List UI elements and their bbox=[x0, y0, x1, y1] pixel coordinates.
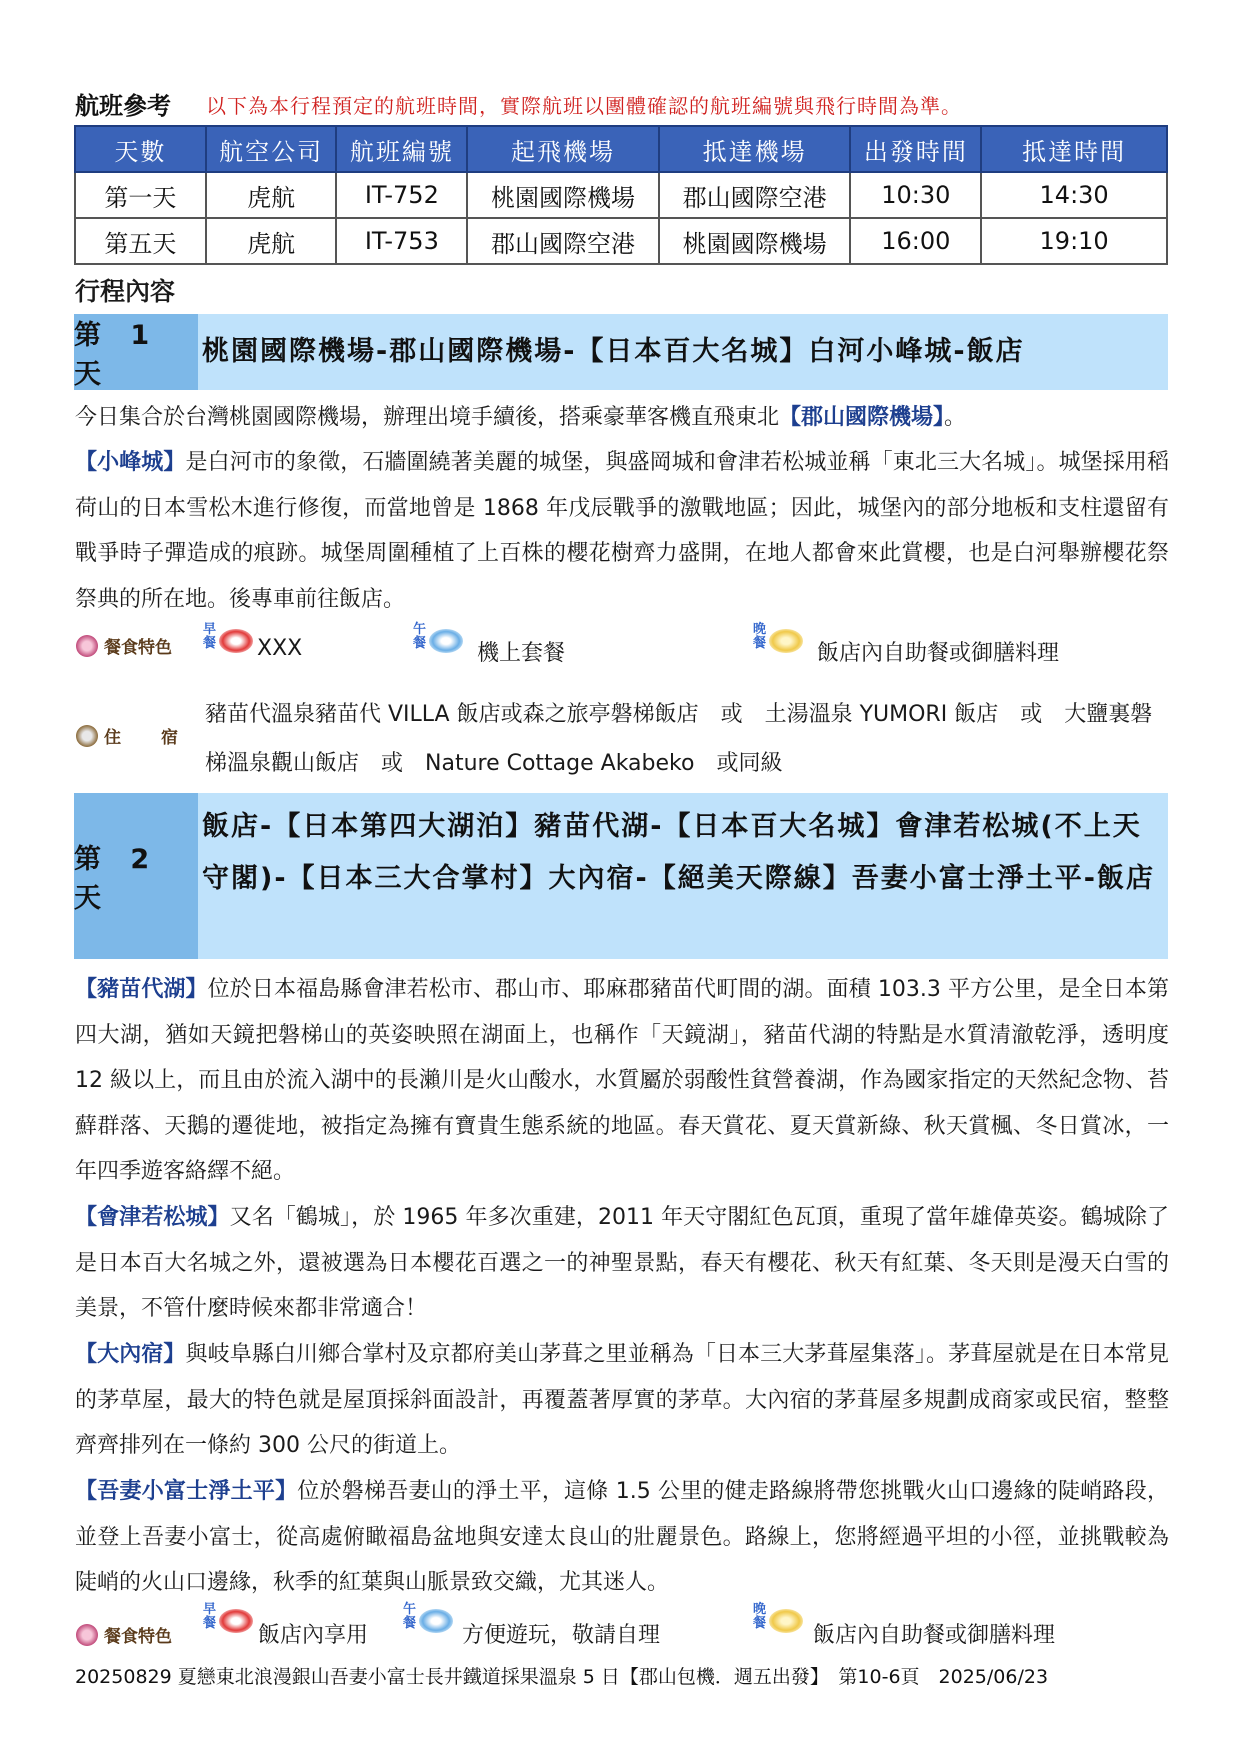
highlight-inawashiro: 【豬苗代湖】 bbox=[75, 977, 208, 1002]
lunch-icon bbox=[413, 623, 463, 653]
table-cell: 郡山國際空港 bbox=[467, 218, 659, 264]
flight-note: 以下為本行程預定的航班時間，實際航班以團體確認的航班編號與飛行時間為準。 bbox=[206, 94, 962, 118]
table-cell: 桃園國際機場 bbox=[467, 172, 659, 218]
jododaira-text: 位於磐梯吾妻山的淨土平，這條 1.5 公里的健走路線將帶您挑戰火山口邊緣的陡峭路段，並登上吾妻小富士，從高處俯瞰福島盆地與安達太良山的壯麗景色。路線上，您將經過平坦的小徑，並挑戰較為陡峭的火山口邊緣，秋季的紅葉與山脈景致交織，尤其迷人。 bbox=[75, 1479, 1169, 1595]
meal-badge-label: 餐食特色 bbox=[104, 1627, 172, 1647]
table-cell: IT-753 bbox=[336, 218, 467, 264]
table-cell: 第一天 bbox=[75, 172, 206, 218]
dinner-tag: 晚餐 bbox=[753, 622, 767, 651]
breakfast-icon bbox=[203, 1603, 253, 1633]
intro-text: 今日集合於台灣桃園國際機場，辦理出境手續後，搭乘豪華客機直飛東北 bbox=[75, 405, 780, 430]
aizu-text: 又名「鶴城」，於 1965 年多次重建，2011 年天守閣紅色瓦頂，重現了當年雄偉英姿。鶴城除了是日本百大名城之外，還被選為日本櫻花百選之一的神聖景點，春天有櫻花、秋天有紅葉、冬天則是漫天白雪的美景，不管什麼時候來都非常適合！ bbox=[75, 1205, 1169, 1321]
column-header: 抵達時間 bbox=[981, 126, 1167, 172]
breakfast-text: 飯店內享用 bbox=[258, 1623, 369, 1648]
highlight-aizu: 【會津若松城】 bbox=[75, 1205, 230, 1230]
day-1-komine-paragraph bbox=[75, 440, 1169, 622]
table-cell: 虎航 bbox=[206, 218, 337, 264]
day-2-label: 第 2 天 bbox=[74, 793, 198, 959]
page-footer: 20250829 夏戀東北浪漫銀山吾妻小富士長井鐵道採果溫泉 5 日【郡山包機．週五出發】 第10-6頁 2025/06/23 bbox=[75, 1666, 1049, 1688]
komine-text: 是白河市的象徵，石牆圍繞著美麗的城堡，與盛岡城和會津若松城並稱「東北三大名城」。城堡採用稻荷山的日本雪松木進行修復，而當地曾是 1868 年戊辰戰爭的激戰地區；因此，城堡內的部分地板和支柱還留有戰爭時子彈造成的痕跡。城堡周圍種植了上百株的櫻花樹齊力盛開，在地人都會來此賞櫻，也是白河舉辦櫻花祭祭典的所在地。後專車前往飯店。 bbox=[75, 450, 1169, 612]
table-row bbox=[75, 172, 1167, 218]
highlight-airport: 【郡山國際機場】 bbox=[779, 405, 945, 430]
breakfast-tag: 早餐 bbox=[203, 1602, 217, 1631]
table-row bbox=[75, 218, 1167, 264]
highlight-jododaira: 【吾妻小富士淨土平】 bbox=[75, 1479, 298, 1504]
day-2-jododaira-paragraph bbox=[75, 1469, 1169, 1606]
hotel-badge bbox=[76, 723, 178, 748]
column-header: 航班編號 bbox=[336, 126, 467, 172]
meal-badge bbox=[76, 1622, 172, 1647]
lunch-tag: 午餐 bbox=[413, 622, 427, 651]
column-header: 抵達機場 bbox=[659, 126, 851, 172]
intro-end: 。 bbox=[944, 405, 967, 430]
itinerary-heading: 行程內容 bbox=[75, 277, 176, 306]
flight-table bbox=[74, 125, 1168, 265]
dinner-text: 飯店內自助餐或御膳料理 bbox=[813, 1623, 1056, 1648]
day-2-ouchijuku-paragraph bbox=[75, 1332, 1169, 1469]
dinner-dish bbox=[769, 1609, 803, 1633]
column-header: 起飛機場 bbox=[467, 126, 659, 172]
day-2-title: 飯店-【日本第四大湖泊】豬苗代湖-【日本百大名城】會津若松城(不上天守閣)-【日本三大合掌村】大內宿-【絕美天際線】吾妻小富士淨土平-飯店 bbox=[202, 811, 1155, 894]
column-header: 航空公司 bbox=[206, 126, 337, 172]
lunch-text: 方便遊玩，敬請自理 bbox=[462, 1623, 661, 1648]
dinner-text: 飯店內自助餐或御膳料理 bbox=[817, 641, 1060, 666]
table-cell: 第五天 bbox=[75, 218, 206, 264]
day-2-title-bar bbox=[74, 793, 1168, 959]
highlight-komine: 【小峰城】 bbox=[75, 450, 186, 475]
meal-badge-label: 餐食特色 bbox=[104, 638, 172, 658]
meal-badge-icon bbox=[76, 635, 98, 657]
hotel-options: 豬苗代溫泉豬苗代 VILLA 飯店或森之旅亭磐梯飯店 或 土湯溫泉 YUMORI 飯店 或 大鹽裏磐梯溫泉觀山飯店 或 Nature Cottage Akabeko 或同級 bbox=[205, 702, 1153, 776]
day-1-title-bar bbox=[74, 314, 1168, 390]
hotel-badge-icon bbox=[76, 725, 98, 747]
lunch-text: 機上套餐 bbox=[477, 641, 566, 666]
column-header: 天數 bbox=[75, 126, 206, 172]
table-cell: IT-752 bbox=[336, 172, 467, 218]
dinner-icon bbox=[753, 623, 803, 653]
column-header: 出發時間 bbox=[850, 126, 981, 172]
table-cell: 14:30 bbox=[981, 172, 1167, 218]
ouchijuku-text: 與岐阜縣白川鄉合掌村及京都府美山茅葺之里並稱為「日本三大茅葺屋集落」。茅葺屋就是在日本常見的茅草屋，最大的特色就是屋頂採斜面設計，再覆蓋著厚實的茅草。大內宿的茅葺屋多規劃成商家或民宿，整整齊齊排列在一條約 300 公尺的街道上。 bbox=[75, 1342, 1169, 1458]
hotel-badge-label-2: 宿 bbox=[161, 728, 178, 748]
breakfast-tag: 早餐 bbox=[203, 622, 217, 651]
table-cell: 虎航 bbox=[206, 172, 337, 218]
day-2-aizu-paragraph bbox=[75, 1195, 1169, 1332]
flight-table-header bbox=[75, 126, 1167, 172]
dinner-dish bbox=[769, 629, 803, 653]
dinner-icon bbox=[753, 1603, 803, 1633]
hotel-badge-label-1: 住 bbox=[104, 728, 121, 748]
meal-badge-icon bbox=[76, 1624, 98, 1646]
table-cell: 郡山國際空港 bbox=[659, 172, 851, 218]
breakfast-text: XXX bbox=[257, 636, 303, 661]
table-cell: 19:10 bbox=[981, 218, 1167, 264]
lunch-tag: 午餐 bbox=[403, 1602, 417, 1631]
inawashiro-text: 位於日本福島縣會津若松市、郡山市、耶麻郡豬苗代町間的湖。面積 103.3 平方公里，是全日本第四大湖，猶如天鏡把磐梯山的英姿映照在湖面上，也稱作「天鏡湖」，豬苗代湖的特點是水質清澈乾淨，透明度 12 級以上，而且由於流入湖中的長瀨川是火山酸水，水質屬於弱酸性貧營養湖，作為國家指定的天然紀念物、苔蘚群落、天鵝的遷徙地，被指定為擁有寶貴生態系統的地區。春天賞花、夏天賞新綠、秋天賞楓、冬日賞冰，一年四季遊客絡繹不絕。 bbox=[75, 977, 1169, 1184]
flight-section-heading: 航班參考 bbox=[75, 92, 171, 120]
lunch-dish bbox=[429, 629, 463, 653]
breakfast-icon bbox=[203, 623, 253, 653]
table-cell: 桃園國際機場 bbox=[659, 218, 851, 264]
breakfast-dish bbox=[219, 1609, 253, 1633]
breakfast-dish bbox=[219, 629, 253, 653]
lunch-icon bbox=[403, 1603, 453, 1633]
day-1-title: 桃園國際機場-郡山國際機場-【日本百大名城】白河小峰城-飯店 bbox=[202, 336, 1025, 367]
highlight-ouchijuku: 【大內宿】 bbox=[75, 1342, 186, 1367]
table-cell: 10:30 bbox=[850, 172, 981, 218]
lunch-dish bbox=[419, 1609, 453, 1633]
table-cell: 16:00 bbox=[850, 218, 981, 264]
dinner-tag: 晚餐 bbox=[753, 1602, 767, 1631]
meal-badge bbox=[76, 633, 172, 658]
day-1-label: 第 1 天 bbox=[74, 314, 198, 390]
day-2-inawashiro-paragraph bbox=[75, 967, 1169, 1195]
day-1-intro bbox=[75, 395, 1169, 441]
